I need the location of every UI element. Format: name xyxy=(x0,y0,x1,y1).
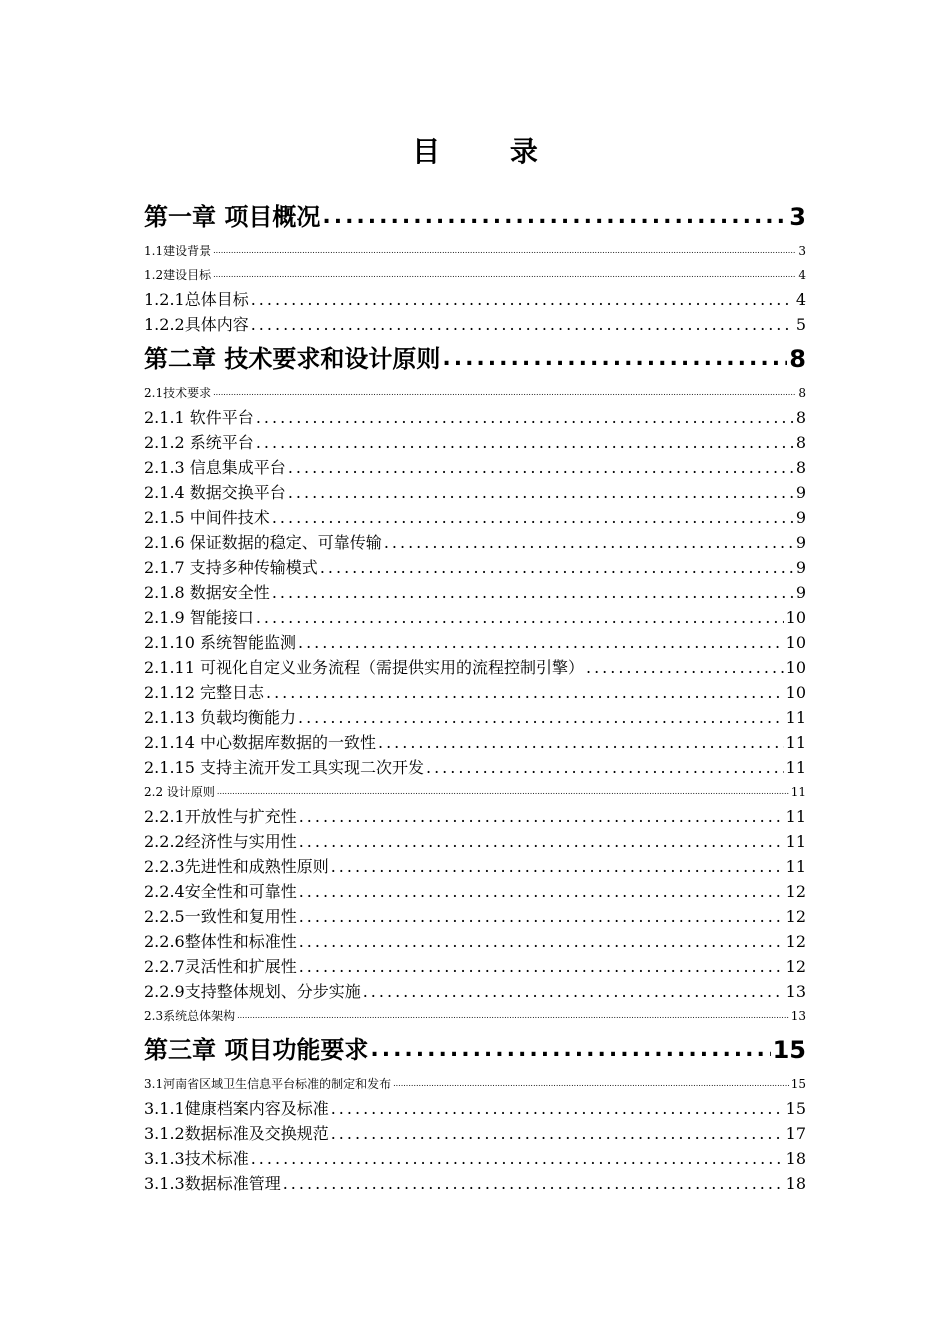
toc-subsection-entry[interactable] xyxy=(144,505,806,530)
toc-entry-title: 2.2.9支持整体规划、分步实施 xyxy=(144,982,361,1001)
toc-entry-title: 3.1.1健康档案内容及标准 xyxy=(144,1099,329,1118)
toc-title: 目 录 xyxy=(412,135,568,168)
toc-page-number: 5 xyxy=(795,315,806,334)
toc-entry-title: 2.1.1 软件平台 xyxy=(144,408,254,427)
toc-page-number: 15 xyxy=(785,1099,806,1118)
dot-leader xyxy=(283,1171,784,1196)
toc-entry-title: 2.1.15 支持主流开发工具实现二次开发 xyxy=(144,758,424,777)
toc-subsection-entry[interactable] xyxy=(144,854,806,879)
dot-leader xyxy=(288,455,794,480)
dot-leader xyxy=(298,630,784,655)
toc-entry-title: 3.1.3数据标准管理 xyxy=(144,1174,281,1193)
toc-section-entry[interactable] xyxy=(144,263,806,287)
toc-subsection-entry[interactable] xyxy=(144,287,806,312)
toc-subsection-entry[interactable] xyxy=(144,555,806,580)
toc-entry-title: 2.1.2 系统平台 xyxy=(144,433,254,452)
toc-page-number: 10 xyxy=(785,658,806,677)
dot-leader xyxy=(288,480,794,505)
toc-page-number: 12 xyxy=(785,907,806,926)
toc-page-number: 9 xyxy=(795,583,806,602)
dot-leader xyxy=(299,829,784,854)
toc-entry-title: 1.2.1总体目标 xyxy=(144,290,249,309)
toc-page-number: 8 xyxy=(795,458,806,477)
toc-page-number: 11 xyxy=(785,857,806,876)
toc-page-number: 3 xyxy=(798,244,806,258)
dot-leader xyxy=(299,954,784,979)
toc-section-entry[interactable] xyxy=(144,381,806,405)
toc-entry-title: 2.1.8 数据安全性 xyxy=(144,583,270,602)
toc-page-number: 12 xyxy=(785,882,806,901)
toc-section-entry[interactable] xyxy=(144,1004,806,1028)
dot-leader xyxy=(299,929,784,954)
toc-page-number: 9 xyxy=(795,508,806,527)
dot-leader xyxy=(393,1072,789,1096)
toc-entry-title: 1.2建设目标 xyxy=(144,268,212,282)
toc-page-number: 8 xyxy=(795,433,806,452)
toc-page-number: 9 xyxy=(795,483,806,502)
toc-subsection-entry[interactable] xyxy=(144,730,806,755)
toc-subsection-entry[interactable] xyxy=(144,430,806,455)
toc-subsection-entry[interactable] xyxy=(144,1146,806,1171)
toc-page-number: 15 xyxy=(790,1077,806,1091)
dot-leader xyxy=(322,195,787,239)
dot-leader xyxy=(251,1146,784,1171)
toc-entry-title: 2.3系统总体架构 xyxy=(144,1009,236,1023)
dot-leader xyxy=(266,680,784,705)
dot-leader xyxy=(256,405,794,430)
toc-entry-title: 2.2.1开放性与扩充性 xyxy=(144,807,297,826)
toc-page-number: 18 xyxy=(785,1174,806,1193)
toc-page-number: 11 xyxy=(785,708,806,727)
toc-page-number: 11 xyxy=(785,807,806,826)
toc-section-entry[interactable] xyxy=(144,1072,806,1096)
dot-leader xyxy=(331,854,784,879)
toc-entry-title: 2.1.5 中间件技术 xyxy=(144,508,270,527)
toc-entry-title: 2.2 设计原则 xyxy=(144,785,215,799)
dot-leader xyxy=(213,381,796,405)
toc-subsection-entry[interactable] xyxy=(144,879,806,904)
dot-leader xyxy=(213,263,796,287)
toc-page-number: 12 xyxy=(785,957,806,976)
toc-page-number: 10 xyxy=(785,683,806,702)
toc-entry-title: 2.2.5一致性和复用性 xyxy=(144,907,297,926)
toc-page-number: 15 xyxy=(772,1036,806,1064)
toc-subsection-entry[interactable] xyxy=(144,929,806,954)
toc-page-number: 8 xyxy=(798,386,806,400)
toc-subsection-entry[interactable] xyxy=(144,480,806,505)
toc-page-number: 17 xyxy=(785,1124,806,1143)
dot-leader xyxy=(272,505,794,530)
toc-chapter-entry[interactable] xyxy=(144,195,806,239)
dot-leader xyxy=(251,287,794,312)
toc-page-number: 13 xyxy=(785,982,806,1001)
toc-entry-title: 1.2.2具体内容 xyxy=(144,315,249,334)
dot-leader xyxy=(256,430,794,455)
toc-page-number: 3 xyxy=(789,203,806,231)
dot-leader xyxy=(299,904,784,929)
dot-leader xyxy=(331,1096,784,1121)
toc-subsection-entry[interactable] xyxy=(144,655,806,680)
toc-subsection-entry[interactable] xyxy=(144,1171,806,1196)
table-of-contents xyxy=(144,195,806,1196)
dot-leader xyxy=(299,879,784,904)
toc-subsection-entry[interactable] xyxy=(144,630,806,655)
toc-subsection-entry[interactable] xyxy=(144,312,806,337)
dot-leader xyxy=(384,530,794,555)
toc-subsection-entry[interactable] xyxy=(144,1096,806,1121)
toc-entry-title: 2.2.4安全性和可靠性 xyxy=(144,882,297,901)
toc-entry-title: 2.1.4 数据交换平台 xyxy=(144,483,286,502)
toc-section-entry[interactable] xyxy=(144,780,806,804)
toc-entry-title: 2.1.7 支持多种传输模式 xyxy=(144,558,318,577)
toc-page-number: 8 xyxy=(789,345,806,373)
toc-section-entry[interactable] xyxy=(144,239,806,263)
toc-page-number: 9 xyxy=(795,558,806,577)
toc-entry-title: 2.1.3 信息集成平台 xyxy=(144,458,286,477)
dot-leader xyxy=(217,780,789,804)
toc-entry-title: 第二章 技术要求和设计原则 xyxy=(144,345,441,373)
toc-entry-title: 2.2.6整体性和标准性 xyxy=(144,932,297,951)
toc-subsection-entry[interactable] xyxy=(144,755,806,780)
toc-subsection-entry[interactable] xyxy=(144,605,806,630)
toc-page-number: 10 xyxy=(785,608,806,627)
toc-chapter-entry[interactable] xyxy=(144,337,806,381)
toc-page-number: 4 xyxy=(798,268,806,282)
dot-leader xyxy=(256,605,784,630)
toc-subsection-entry[interactable] xyxy=(144,1121,806,1146)
toc-entry-title: 3.1.3技术标准 xyxy=(144,1149,249,1168)
dot-leader xyxy=(370,1028,770,1072)
toc-entry-title: 3.1.2数据标准及交换规范 xyxy=(144,1124,329,1143)
toc-entry-title: 2.1.12 完整日志 xyxy=(144,683,264,702)
toc-page-number: 9 xyxy=(795,533,806,552)
dot-leader xyxy=(426,755,784,780)
toc-entry-title: 2.1.10 系统智能监测 xyxy=(144,633,296,652)
toc-subsection-entry[interactable] xyxy=(144,455,806,480)
toc-page-number: 10 xyxy=(785,633,806,652)
toc-chapter-entry[interactable] xyxy=(144,1028,806,1072)
toc-page-number: 4 xyxy=(795,290,806,309)
toc-subsection-entry[interactable] xyxy=(144,804,806,829)
toc-page-number: 18 xyxy=(785,1149,806,1168)
toc-entry-title: 2.1.9 智能接口 xyxy=(144,608,254,627)
toc-page-number: 12 xyxy=(785,932,806,951)
toc-page-number: 11 xyxy=(785,832,806,851)
dot-leader xyxy=(320,555,794,580)
toc-entry-title: 1.1建设背景 xyxy=(144,244,212,258)
toc-entry-title: 2.2.7灵活性和扩展性 xyxy=(144,957,297,976)
toc-page-number: 11 xyxy=(785,758,806,777)
toc-entry-title: 2.1技术要求 xyxy=(144,386,212,400)
toc-entry-title: 2.2.2经济性与实用性 xyxy=(144,832,297,851)
toc-subsection-entry[interactable] xyxy=(144,829,806,854)
dot-leader xyxy=(298,705,784,730)
dot-leader xyxy=(363,979,784,1004)
toc-subsection-entry[interactable] xyxy=(144,904,806,929)
toc-entry-title: 第三章 项目功能要求 xyxy=(144,1036,369,1064)
toc-entry-title: 2.2.3先进性和成熟性原则 xyxy=(144,857,329,876)
dot-leader xyxy=(272,580,794,605)
toc-entry-title: 2.1.6 保证数据的稳定、可靠传输 xyxy=(144,533,382,552)
dot-leader xyxy=(442,337,787,381)
toc-subsection-entry[interactable] xyxy=(144,954,806,979)
dot-leader xyxy=(299,804,784,829)
toc-page-number: 11 xyxy=(785,733,806,752)
toc-subsection-entry[interactable] xyxy=(144,405,806,430)
dot-leader xyxy=(213,239,796,263)
toc-entry-title: 第一章 项目概况 xyxy=(144,203,321,231)
toc-subsection-entry[interactable] xyxy=(144,979,806,1004)
toc-subsection-entry[interactable] xyxy=(144,530,806,555)
toc-entry-title: 3.1河南省区域卫生信息平台标准的制定和发布 xyxy=(144,1077,392,1091)
toc-page-number: 11 xyxy=(790,785,806,799)
toc-page-number: 8 xyxy=(795,408,806,427)
toc-subsection-entry[interactable] xyxy=(144,680,806,705)
dot-leader xyxy=(251,312,794,337)
toc-entry-title: 2.1.11 可视化自定义业务流程（需提供实用的流程控制引擎） xyxy=(144,658,584,677)
toc-entry-title: 2.1.14 中心数据库数据的一致性 xyxy=(144,733,376,752)
dot-leader xyxy=(331,1121,784,1146)
toc-page-number: 13 xyxy=(790,1009,806,1023)
dot-leader xyxy=(378,730,784,755)
toc-subsection-entry[interactable] xyxy=(144,580,806,605)
toc-entry-title: 2.1.13 负载均衡能力 xyxy=(144,708,296,727)
toc-subsection-entry[interactable] xyxy=(144,705,806,730)
dot-leader xyxy=(586,655,784,680)
dot-leader xyxy=(237,1004,789,1028)
